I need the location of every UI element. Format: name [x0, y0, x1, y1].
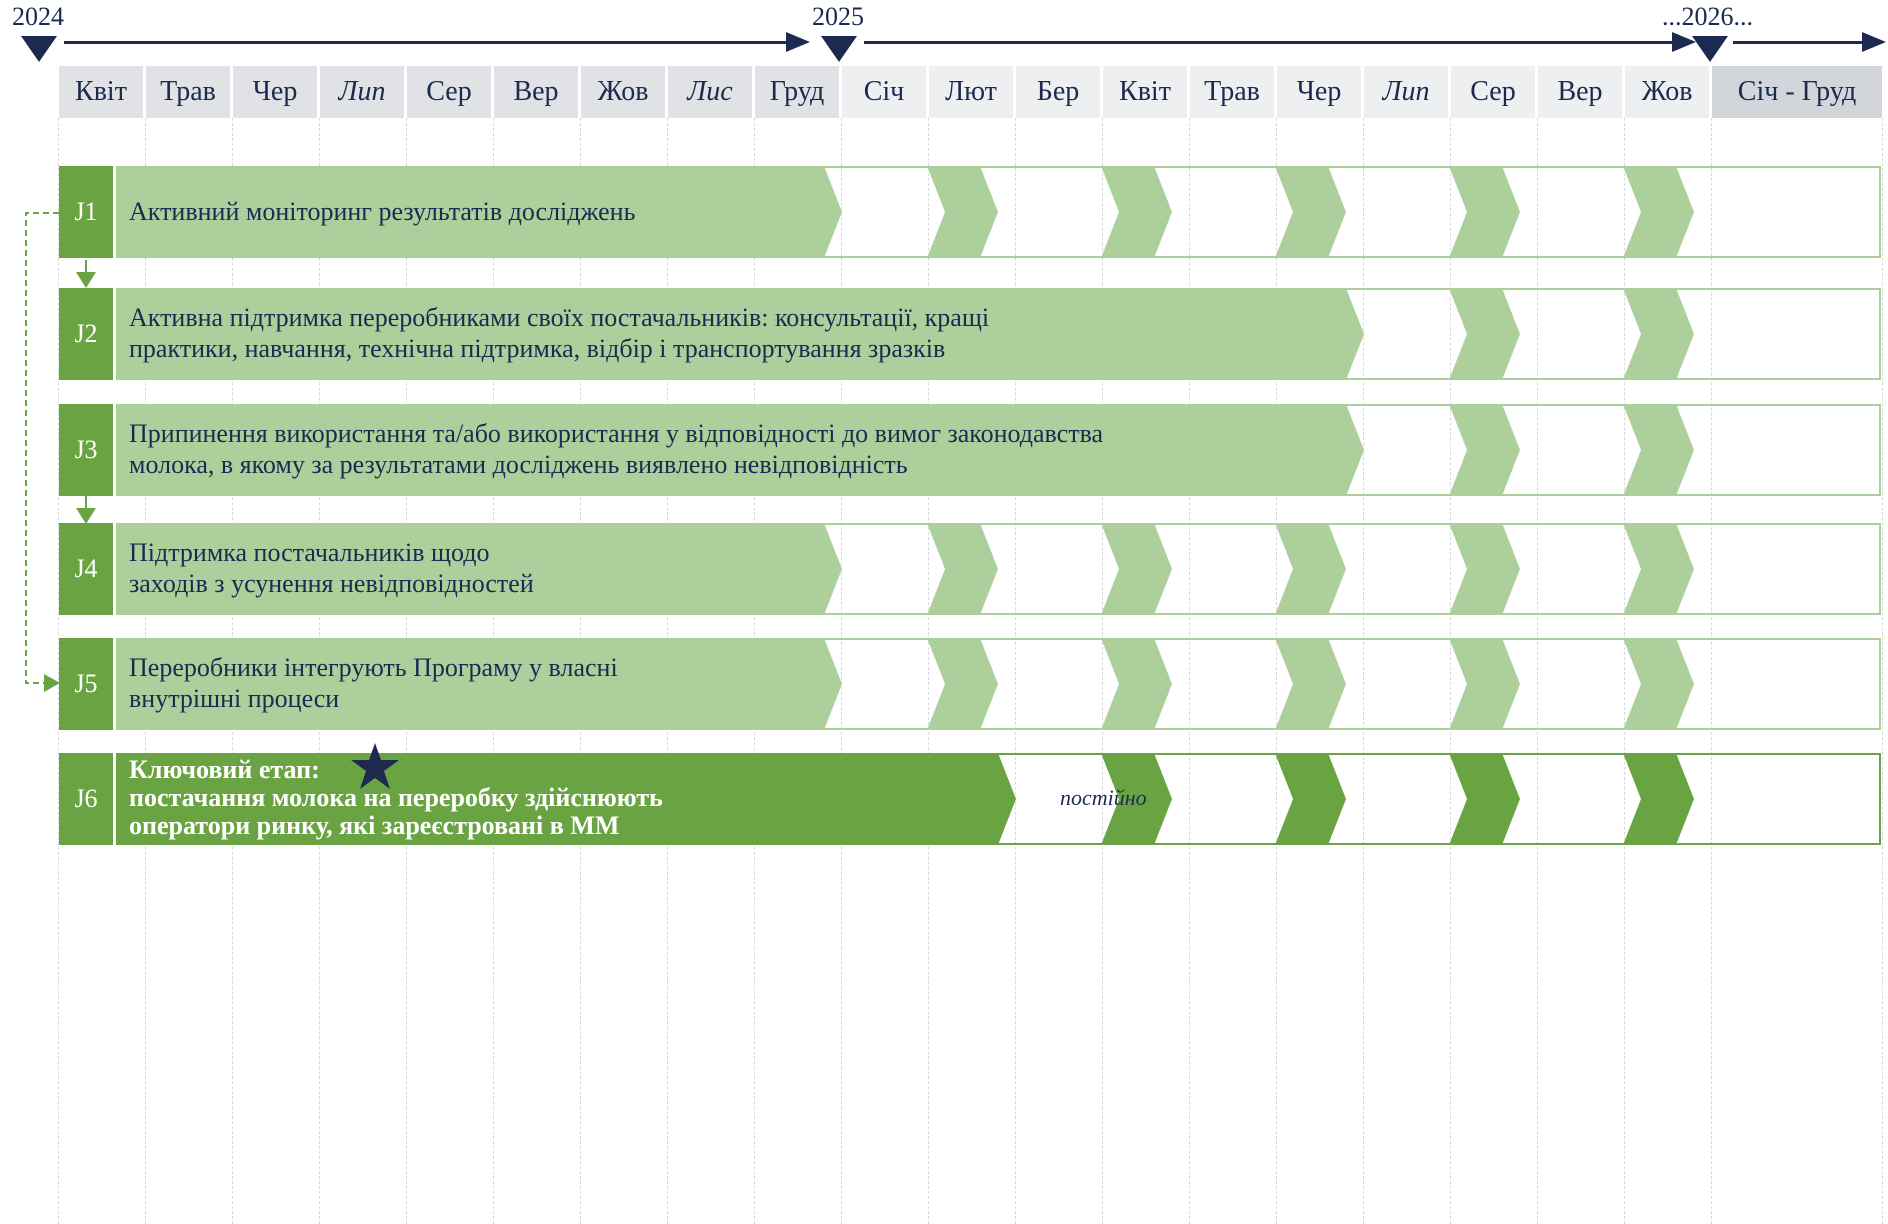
year-label-2026: ...2026... — [1662, 2, 1753, 31]
month-header-0: Квіт — [59, 66, 143, 118]
task-id-j5: J5 — [59, 638, 113, 730]
month-header-3: Лип — [320, 66, 404, 118]
connector-arrowhead-j5 — [44, 674, 60, 692]
connector-j1-j5 — [26, 213, 59, 683]
month-header-13: Трав — [1190, 66, 1274, 118]
task-id-j1: J1 — [59, 166, 113, 258]
month-header-15: Лип — [1364, 66, 1448, 118]
connector-arrowhead-j4 — [76, 508, 96, 524]
month-header-10: Лют — [929, 66, 1013, 118]
task-description-line: заходів з усунення невідповідностей — [129, 569, 534, 598]
task-description-line: молока, в якому за результатами досліджень виявлено невідповідність — [129, 450, 908, 479]
month-header-12: Квіт — [1103, 66, 1187, 118]
task-id-j6: J6 — [59, 753, 113, 845]
month-header-8: Груд — [755, 66, 839, 118]
connector-arrowhead-j2 — [76, 272, 96, 288]
task-description-line: оператори ринку, які зареєстровані в ММ — [129, 811, 620, 840]
task-id-j3: J3 — [59, 404, 113, 496]
month-header-4: Сер — [407, 66, 491, 118]
task-description-line: Активна підтримка переробниками своїх постачальників: консультації, кращі — [129, 303, 990, 332]
month-header-19: Січ - Груд — [1712, 66, 1882, 118]
month-header-7: Лис — [668, 66, 752, 118]
task-description-line: Припинення використання та/або використання у відповідності до вимог законодавства — [129, 419, 1104, 448]
task-description-line: Ключовий етап: — [129, 755, 320, 784]
task-description-line: Переробники інтегрують Програму у власні — [129, 653, 618, 682]
task-description-line: постачання молока на переробку здійснюють — [129, 783, 663, 812]
month-header-14: Чер — [1277, 66, 1361, 118]
month-header-2: Чер — [233, 66, 317, 118]
month-header-17: Вер — [1538, 66, 1622, 118]
month-header-18: Жов — [1625, 66, 1709, 118]
month-header-9: Січ — [842, 66, 926, 118]
task-id-j2: J2 — [59, 288, 113, 380]
task-description-line: Активний моніторинг результатів досліджень — [129, 196, 636, 226]
month-header-1: Трав — [146, 66, 230, 118]
month-header-11: Бер — [1016, 66, 1100, 118]
task-description-line: практики, навчання, технічна підтримка, відбір і транспортування зразків — [129, 334, 946, 363]
month-header-5: Вер — [494, 66, 578, 118]
task-description-line: внутрішні процеси — [129, 684, 340, 713]
ongoing-label: постійно — [1060, 785, 1147, 810]
month-header-16: Сер — [1451, 66, 1535, 118]
year-label-2024: 2024 — [12, 2, 64, 31]
task-id-j4: J4 — [59, 523, 113, 615]
month-header-6: Жов — [581, 66, 665, 118]
year-label-2025: 2025 — [812, 2, 864, 31]
task-description-line: Підтримка постачальників щодо — [129, 538, 490, 567]
